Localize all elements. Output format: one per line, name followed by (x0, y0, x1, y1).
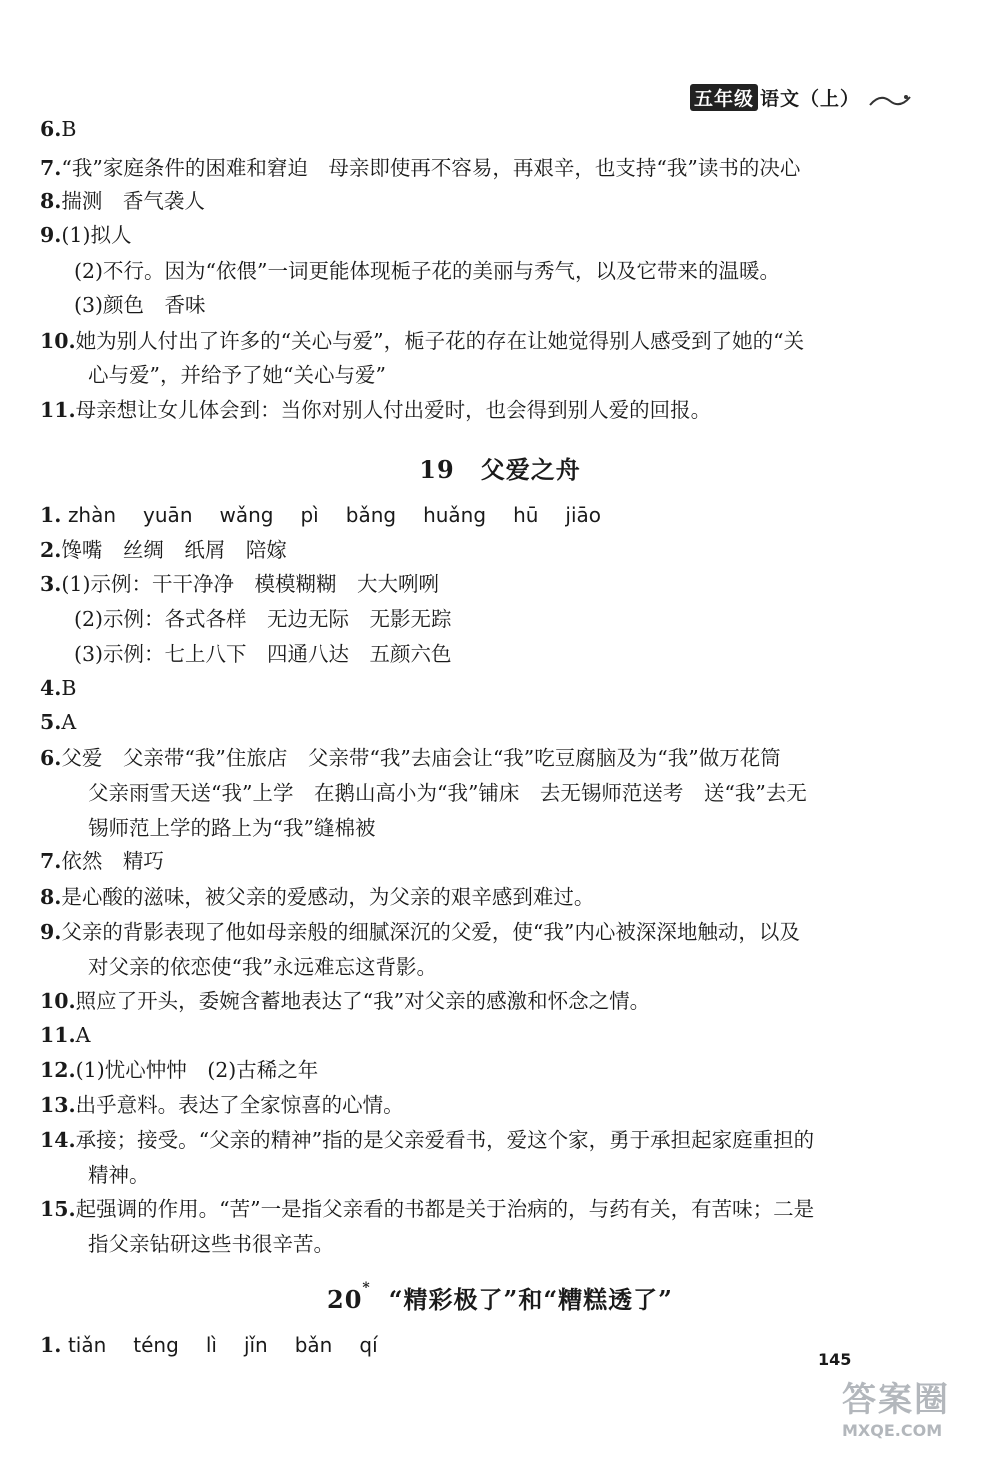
section-title-19 (0, 450, 1000, 485)
answer-line (74, 639, 452, 669)
answer-line (74, 256, 780, 286)
pinyin-answer-1 (40, 500, 628, 530)
answer-line (40, 220, 131, 250)
answer-line (88, 1160, 150, 1190)
answer-line (40, 986, 650, 1016)
pinyin-item: qí (359, 1333, 378, 1357)
pinyin-item: pì (300, 503, 319, 527)
pinyin-item: téng (133, 1333, 179, 1357)
answer-text: 精神。 (88, 1163, 150, 1187)
watermark-logo: 答案圈 (842, 1380, 950, 1420)
question-number: 15. (40, 1197, 76, 1221)
section-number: 19 (419, 455, 455, 484)
pinyin-item: bǎn (294, 1333, 333, 1357)
question-number: 1. (40, 503, 62, 527)
answer-line (40, 186, 205, 216)
answer-text: “我”家庭条件的困难和窘迫 母亲即使再不容易，再艰辛，也支持“我”读书的决心 (61, 156, 801, 180)
answer-text: A (61, 710, 77, 734)
answer-text: 出乎意料。表达了全家惊喜的心情。 (75, 1093, 404, 1117)
question-number: 7. (40, 849, 62, 873)
answer-line (40, 569, 439, 599)
pinyin-item: huǎng (423, 503, 487, 527)
answer-text: 承接；接受。“父亲的精神”指的是父亲爱看书，爱这个家，勇于承担起家庭重担的 (75, 1128, 815, 1152)
answer-text: 依然 精巧 (61, 849, 164, 873)
subject-label: 语文（上） (760, 88, 861, 110)
question-number: 11. (40, 1023, 76, 1047)
watermark (842, 1372, 992, 1440)
question-number: 8. (40, 885, 62, 909)
page-number: 145 (818, 1350, 852, 1369)
pinyin-item: jǐn (243, 1333, 268, 1357)
question-number: 1. (40, 1333, 62, 1357)
pinyin-item: jiāo (565, 503, 602, 527)
answer-line (40, 882, 594, 912)
question-number: 13. (40, 1093, 76, 1117)
answer-line (40, 707, 76, 737)
answer-text: (1)拟人 (61, 223, 132, 247)
answer-text: 父亲的背影表现了他如母亲般的细腻深沉的父爱，使“我”内心被深深地触动，以及 (61, 920, 800, 944)
answer-line (88, 952, 437, 982)
answer-text: (1)忧心忡忡 (2)古稀之年 (75, 1058, 319, 1082)
answer-text: B (61, 676, 77, 700)
question-number: 2. (40, 538, 62, 562)
answer-text: B (61, 117, 77, 141)
question-number: 4. (40, 676, 62, 700)
pinyin-item: lì (205, 1333, 217, 1357)
pinyin-item: bǎng (345, 503, 397, 527)
optional-marker: * (362, 1280, 371, 1296)
answer-line (40, 917, 800, 947)
pinyin-list (68, 503, 628, 527)
pinyin-item: yuān (143, 503, 193, 527)
question-number: 6. (40, 746, 62, 770)
answer-line (88, 1229, 334, 1259)
answer-text: A (75, 1023, 91, 1047)
answer-text: 是心酸的滋味，被父亲的爱感动，为父亲的艰辛感到难过。 (61, 885, 595, 909)
answer-line (40, 395, 711, 425)
answer-line (40, 326, 804, 356)
question-number: 9. (40, 920, 62, 944)
question-number: 9. (40, 223, 62, 247)
question-number: 5. (40, 710, 62, 734)
pinyin-answer-1-section-20 (40, 1330, 405, 1360)
page-header (690, 84, 912, 111)
answer-text: 起强调的作用。“苦”一是指父亲看的书都是关于治病的，与药有关，有苦味；二是 (75, 1197, 815, 1221)
answer-line (40, 1055, 318, 1085)
answer-line (74, 604, 452, 634)
answer-text: (3)示例：七上八下 四通八达 五颜六色 (74, 642, 452, 666)
answer-text: (2)不行。因为“依偎”一词更能体现栀子花的美丽与秀气，以及它带来的温暖。 (74, 259, 780, 283)
question-number: 14. (40, 1128, 76, 1152)
decorative-swoosh-icon (868, 93, 912, 107)
section-title-20 (0, 1280, 1000, 1315)
question-number: 11. (40, 398, 76, 422)
answer-line (40, 1125, 814, 1155)
answer-line (40, 114, 76, 144)
answer-line (88, 813, 375, 843)
answer-line (40, 673, 76, 703)
pinyin-item: tiǎn (67, 1333, 107, 1357)
section-heading: “精彩极了”和“糟糕透了” (388, 1285, 673, 1314)
section-heading: 父爱之舟 (480, 455, 581, 484)
answer-text: (2)示例：各式各样 无边无际 无影无踪 (74, 607, 452, 631)
question-number: 10. (40, 329, 76, 353)
answer-line (74, 290, 206, 320)
question-number: 7. (40, 156, 62, 180)
answer-text: 锡师范上学的路上为“我”缝棉被 (88, 816, 376, 840)
answer-text: 对父亲的依恋使“我”永远难忘这背影。 (88, 955, 437, 979)
pinyin-item: wǎng (219, 503, 274, 527)
answer-line (40, 1020, 90, 1050)
answer-line (40, 743, 781, 773)
answer-text: 心与爱”，并给予了她“关心与爱” (88, 363, 386, 387)
answer-text: 她为别人付出了许多的“关心与爱”，栀子花的存在让她觉得别人感受到了她的“关 (75, 329, 805, 353)
section-number: 20 (327, 1285, 363, 1314)
answer-text: 母亲想让女儿体会到：当你对别人付出爱时，也会得到别人爱的回报。 (75, 398, 712, 422)
answer-line (88, 778, 807, 808)
answer-line (40, 846, 164, 876)
answer-text: 照应了开头，委婉含蓄地表达了“我”对父亲的感激和怀念之情。 (75, 989, 651, 1013)
question-number: 6. (40, 117, 62, 141)
answer-text: 父爱 父亲带“我”住旅店 父亲带“我”去庙会让“我”吃豆腐脑及为“我”做万花筒 (61, 746, 781, 770)
answer-text: (3)颜色 香味 (74, 293, 206, 317)
question-number: 3. (40, 572, 62, 596)
question-number: 10. (40, 989, 76, 1013)
watermark-url: MXQE.COM (842, 1421, 943, 1440)
answer-text: (1)示例：干干净净 模模糊糊 大大咧咧 (61, 572, 439, 596)
answer-line (40, 535, 287, 565)
question-number: 12. (40, 1058, 76, 1082)
answer-text: 馋嘴 丝绸 纸屑 陪嫁 (61, 538, 287, 562)
answer-text: 指父亲钻研这些书很辛苦。 (88, 1232, 334, 1256)
answer-text: 揣测 香气袭人 (61, 189, 205, 213)
answer-line (40, 1090, 404, 1120)
answer-line (40, 1194, 814, 1224)
pinyin-item: zhàn (67, 503, 117, 527)
answer-text: 父亲雨雪天送“我”上学 在鹅山高小为“我”铺床 去无锡师范送考 送“我”去无 (88, 781, 807, 805)
answer-line (88, 360, 386, 390)
pinyin-list (68, 1333, 405, 1357)
answer-line (40, 153, 800, 183)
question-number: 8. (40, 189, 62, 213)
pinyin-item: hū (513, 503, 539, 527)
grade-label: 五年级 (690, 84, 758, 111)
